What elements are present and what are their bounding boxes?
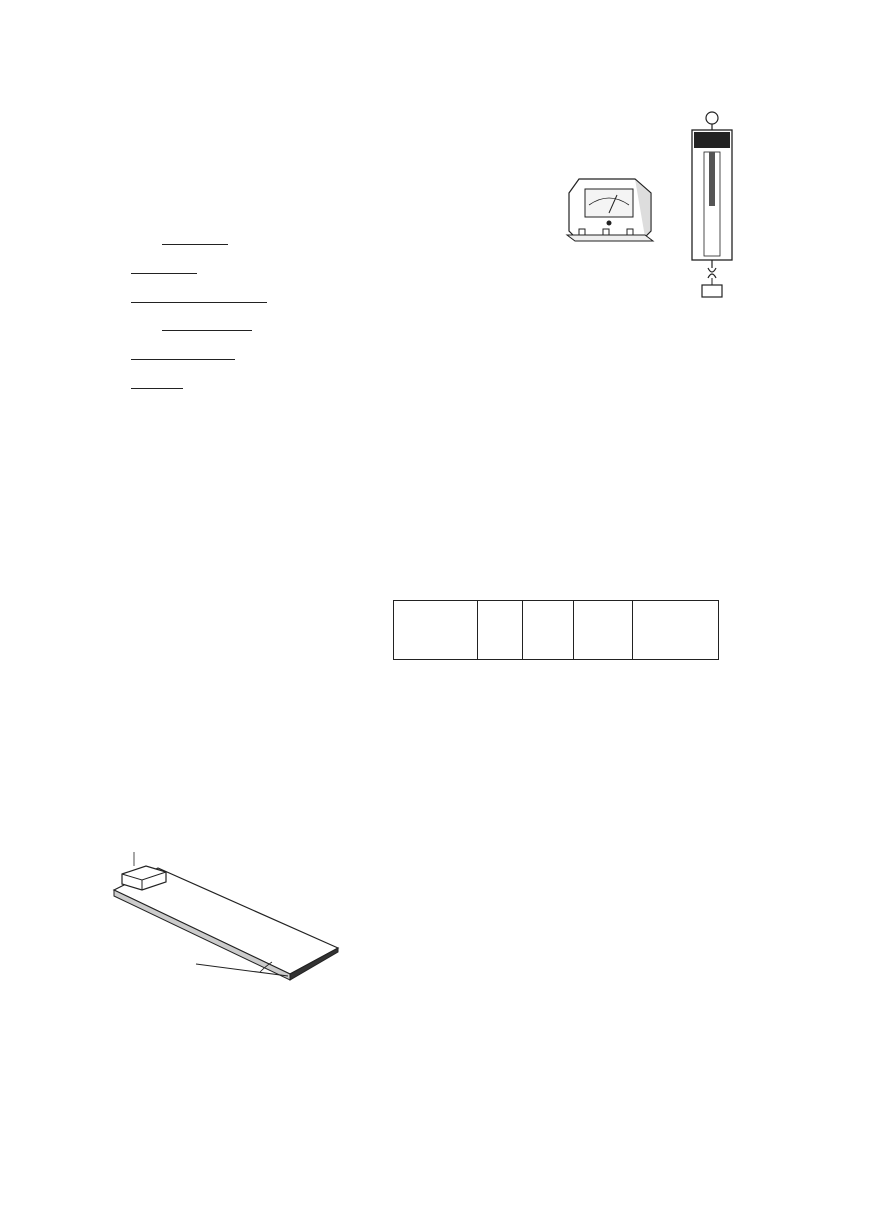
header-mass <box>574 601 633 660</box>
spring-scale-figure <box>688 110 738 305</box>
header-theta <box>478 601 523 660</box>
blank-2[interactable] <box>131 259 197 274</box>
blank-7[interactable] <box>183 345 235 360</box>
header-trial <box>394 601 478 660</box>
data-table <box>393 600 719 660</box>
blank-1[interactable] <box>162 230 228 245</box>
header-incline <box>523 601 574 660</box>
q24-line-1 <box>162 316 252 337</box>
q23-line-3 <box>131 288 267 309</box>
incline-figure <box>110 838 350 983</box>
q24-line-2 <box>131 345 235 366</box>
header-velocity <box>633 601 719 660</box>
blank-5[interactable] <box>162 316 252 331</box>
blank-6[interactable] <box>131 345 183 360</box>
q23-line-2 <box>131 259 197 280</box>
q24-line-3 <box>131 374 183 395</box>
ammeter-figure <box>565 175 655 260</box>
table-header-row <box>394 601 719 660</box>
blank-8[interactable] <box>131 374 183 389</box>
blank-3[interactable] <box>131 288 197 303</box>
q23-line-1 <box>162 230 228 251</box>
blank-4[interactable] <box>197 288 267 303</box>
